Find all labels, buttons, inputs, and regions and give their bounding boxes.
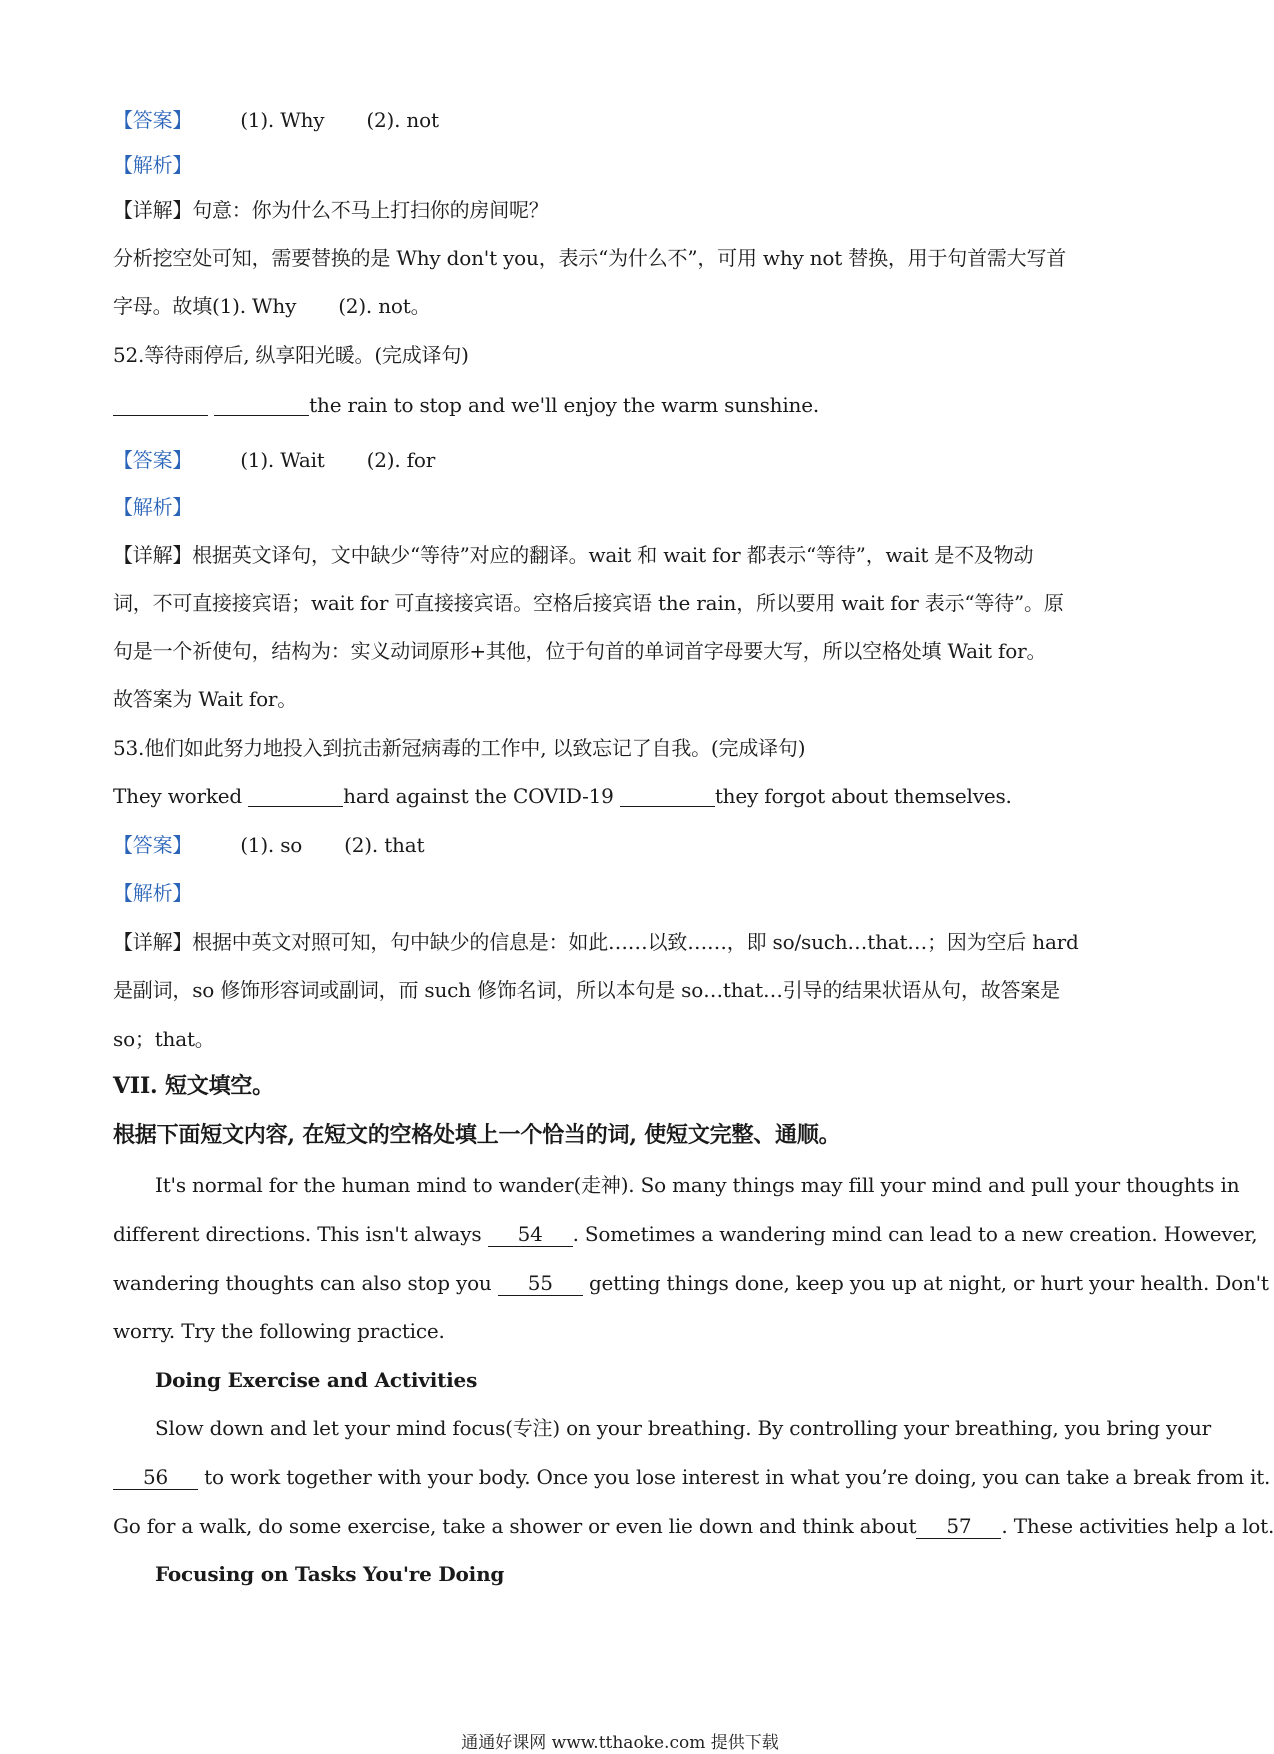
passage-text: Go for a walk, do some exercise, take a shower or even lie down and think about — [113, 1514, 917, 1538]
passage-text: wandering thoughts can also stop you — [113, 1271, 498, 1295]
section-title: VII. 短文填空。 — [113, 1073, 274, 1099]
q53-answer-line — [113, 830, 1133, 860]
passage-text: getting things done, keep you up at night, or hurt your health. Don't — [582, 1271, 1269, 1295]
q52-detail-line-3: 句是一个祈使句，结构为：实义动词原形+其他，位于句首的单词首字母要大写，所以空格处填 Wait for。 — [113, 639, 1047, 663]
passage-text: . Sometimes a wandering mind can lead to a new creation. However, — [572, 1222, 1258, 1246]
passage-line-1: It's normal for the human mind to wander(走神). So many things may fill your mind and pull your thoughts in — [155, 1173, 1240, 1197]
q51-detail-line — [113, 195, 1133, 225]
q51-fill-text-a: 字母。故填(1). Why — [113, 294, 297, 318]
q51-analysis-line — [113, 150, 1133, 180]
passage-text: to work together with your body. Once you lose interest in what you’re doing, you can take a break from it. — [198, 1465, 1271, 1489]
q52-prompt: 52.等待雨停后, 纵享阳光暖。(完成译句) — [113, 343, 469, 367]
answer-tag: 【答案】 — [113, 448, 193, 472]
q53-sentence — [113, 781, 1133, 811]
q53-prompt: 53.他们如此努力地投入到抗击新冠病毒的工作中, 以致忘记了自我。(完成译句) — [113, 736, 806, 760]
blank-54: 54 — [488, 1222, 573, 1247]
q52-detail-line-2: 词，不可直接接宾语；wait for 可直接接宾语。空格后接宾语 the rain，所以要用 wait for 表示“等待”。原 — [113, 591, 1064, 615]
passage-line-3 — [113, 1268, 1269, 1298]
q53-sentence-part-1: They worked — [113, 784, 249, 808]
q52-detail-line — [113, 540, 1133, 570]
q53-sentence-part-3: they forgot about themselves. — [714, 784, 1012, 808]
q51-answer-line — [113, 105, 1133, 135]
detail-tag: 【详解】 — [113, 543, 193, 567]
blank-57: 57 — [916, 1514, 1001, 1539]
q51-detail-line-3 — [113, 291, 1133, 321]
answer-tag: 【答案】 — [113, 108, 193, 132]
detail-tag: 【详解】 — [113, 198, 193, 222]
q53-analysis-line — [113, 878, 1133, 908]
q52-detail-line-4: 故答案为 Wait for。 — [113, 687, 298, 711]
analysis-tag: 【解析】 — [113, 495, 193, 519]
q53-blank-1 — [248, 784, 343, 807]
q51-fill-text-b: (2). not。 — [338, 294, 431, 318]
passage-line-2 — [113, 1219, 1258, 1249]
q53-detail-line — [113, 927, 1133, 957]
q51-detail-text: 句意：你为什么不马上打扫你的房间呢？ — [192, 198, 549, 222]
passage-text: . These activities help a lot. — [1001, 1514, 1274, 1538]
analysis-tag: 【解析】 — [113, 153, 193, 177]
blank-55: 55 — [498, 1271, 583, 1296]
page-footer: 通通好课网 www.tthaoke.com 提供下载 — [461, 1733, 779, 1753]
q53-blank-2 — [620, 784, 715, 807]
q52-sentence-text: the rain to stop and we'll enjoy the warm sunshine. — [309, 393, 820, 417]
q53-detail-line-2: 是副词，so 修饰形容词或副词，而 such 修饰名词，所以本句是 so…that…引导的结果状语从句，故答案是 — [113, 978, 1060, 1002]
q53-sentence-part-2: hard against the COVID-19 — [343, 784, 620, 808]
q53-detail-text: 根据中英文对照可知，句中缺少的信息是：如此……以致……，即 so/such…that…；因为空后 hard — [192, 930, 1079, 954]
passage-heading-2: Focusing on Tasks You're Doing — [155, 1562, 505, 1586]
q53-answer-2: (2). that — [344, 833, 425, 857]
passage-line-6 — [113, 1462, 1271, 1492]
q51-detail-line-2: 分析挖空处可知，需要替换的是 Why don't you，表示“为什么不”，可用 why not 替换，用于句首需大写首 — [113, 246, 1067, 270]
q52-analysis-line — [113, 492, 1133, 522]
q53-detail-line-3: so；that。 — [113, 1027, 215, 1051]
q53-answer-1: (1). so — [240, 833, 303, 857]
q51-answer-1: (1). Why — [240, 108, 325, 132]
passage-line-7 — [113, 1511, 1274, 1541]
q52-blank-1 — [113, 393, 208, 416]
blank-56: 56 — [113, 1465, 198, 1490]
q52-detail-text: 根据英文译句，文中缺少“等待”对应的翻译。wait 和 wait for 都表示“等待”，wait 是不及物动 — [192, 543, 1034, 567]
passage-line-5: Slow down and let your mind focus(专注) on your breathing. By controlling your breathing, you bring your — [155, 1416, 1212, 1440]
answer-tag: 【答案】 — [113, 833, 193, 857]
q52-blank-2 — [214, 393, 309, 416]
section-instruction: 根据下面短文内容, 在短文的空格处填上一个恰当的词, 使短文完整、通顺。 — [113, 1122, 841, 1148]
q52-answer-line — [113, 445, 1133, 475]
detail-tag: 【详解】 — [113, 930, 193, 954]
q51-answer-2: (2). not — [366, 108, 439, 132]
passage-heading-1: Doing Exercise and Activities — [155, 1368, 478, 1392]
q52-answer-2: (2). for — [366, 448, 436, 472]
passage-line-4: worry. Try the following practice. — [113, 1319, 445, 1343]
analysis-tag: 【解析】 — [113, 881, 193, 905]
q52-sentence — [113, 390, 1133, 420]
q52-answer-1: (1). Wait — [240, 448, 325, 472]
passage-text: different directions. This isn't always — [113, 1222, 488, 1246]
